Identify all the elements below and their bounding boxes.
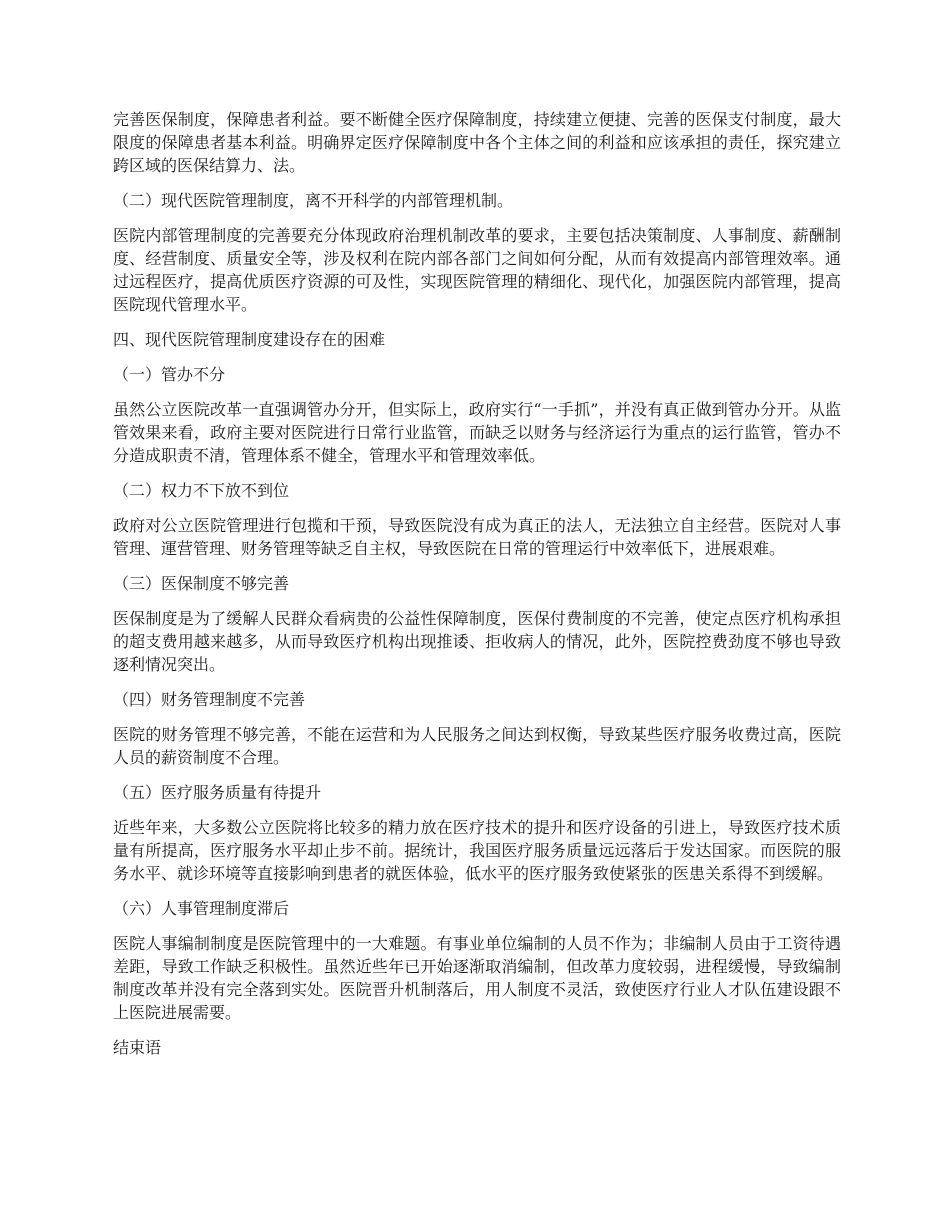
paragraph: 政府对公立医院管理进行包揽和干预，导致医院没有成为真正的法人，无法独立自主经营。医院对人事管理、運营管理、财务管理等缺乏自主权，导致医院在日常的管理运行中效率低下，进展艰难。: [113, 516, 841, 558]
section-heading: （三）医保制度不够完善: [113, 574, 290, 593]
section-heading: （二）现代医院管理制度，离不开科学的内部管理机制。: [113, 191, 514, 210]
paragraph: 医院内部管理制度的完善要充分体现政府治理机制改革的要求，主要包括决策制度、人事制度、薪酬制度、经营制度、质量安全等，涉及权利在院内部各部门之间如何分配，从而有效提高内部管理效率。通过远程医疗，提高优质医疗资源的可及性，实现医院管理的精细化、现代化，加强医院内部管理，提高医院现代管理水平。: [113, 226, 841, 314]
document-page: [113, 108, 841, 1071]
section-heading: （六）人事管理制度滞后: [113, 899, 290, 918]
paragraph: 近些年来，大多数公立医院将比较多的精力放在医疗技术的提升和医疗设备的引进上，导致医疗技术质量有所提高，医疗服务水平却止步不前。据统计，我国医疗服务质量远远落后于发达国家。而医院的服务水平、就诊环境等直接影响到患者的就医体验，低水平的医疗服务致使紧张的医患关系得不到缓解。: [113, 818, 841, 883]
section-heading: （一）管办不分: [113, 365, 226, 384]
paragraph: 医院人事编制制度是医院管理中的一大难题。有事业单位编制的人员不作为；非编制人员由于工资待遇差距，导致工作缺乏积极性。虽然近些年已开始逐渐取消编制，但改革力度较弱，进程缓慢，导致编制制度改革并没有完全落到实处。医院晋升机制落后，用人制度不灵活，致使医疗行业人才队伍建设跟不上医院进展需要。: [113, 934, 841, 1022]
section-heading: （五）医疗服务质量有待提升: [113, 783, 322, 802]
paragraph: 医保制度是为了缓解人民群众看病贵的公益性保障制度，医保付费制度的不完善，使定点医疗机构承担的超支费用越来越多，从而导致医疗机构出现推诿、拒收病人的情况，此外，医院控费劲度不够也导致逐利情况突出。: [113, 609, 841, 674]
section-heading: （四）财务管理制度不完善: [113, 690, 306, 709]
paragraph: 医院的财务管理不够完善，不能在运营和为人民服务之间达到权衡，导致某些医疗服务收费过高，医院人员的薪资制度不合理。: [113, 725, 841, 767]
section-heading: （二）权力不下放不到位: [113, 481, 290, 500]
paragraph: 完善医保制度，保障患者利益。要不断健全医疗保障制度，持续建立便捷、完善的医保支付制度，最大限度的保障患者基本利益。明确界定医疗保障制度中各个主体之间的利益和应该承担的责任，探究建立跨区域的医保结算力、法。: [113, 110, 841, 175]
conclusion-heading: 结束语: [113, 1038, 162, 1057]
chapter-heading: 四、现代医院管理制度建设存在的困难: [113, 330, 386, 349]
paragraph: 虽然公立医院改革一直强调管办分开，但实际上，政府实行“一手抓”，并没有真正做到管办分开。从监管效果来看，政府主要对医院进行日常行业监管，而缺乏以财务与经济运行为重点的运行监管，管办不分造成职责不清，管理体系不健全，管理水平和管理效率低。: [113, 400, 841, 465]
